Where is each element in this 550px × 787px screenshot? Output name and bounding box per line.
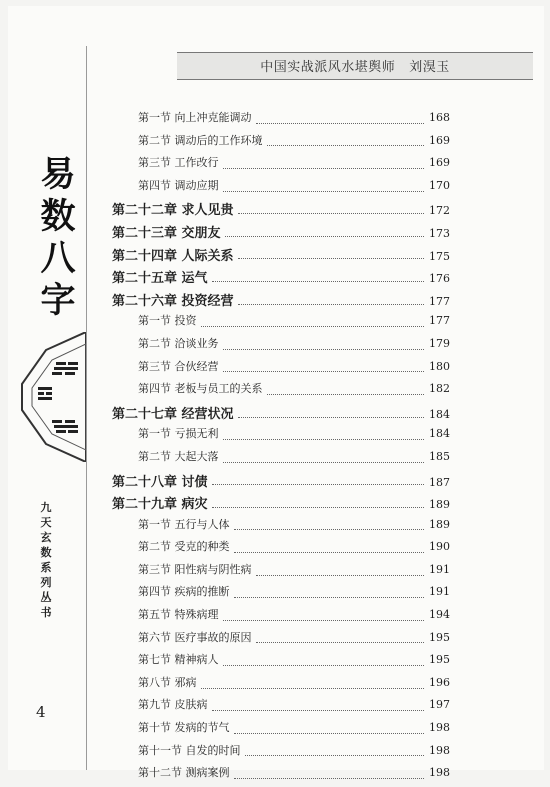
toc-section-entry	[112, 132, 450, 155]
toc-section-entry	[112, 538, 450, 561]
margin-rule	[86, 46, 87, 770]
toc-chapter-entry	[112, 245, 450, 268]
toc-entry-page: 170	[429, 178, 450, 192]
dot-leader	[223, 620, 425, 621]
toc-entry-title: 第三节 合伙经营	[138, 359, 219, 373]
toc-entry-title: 第八节 邪病	[138, 675, 197, 689]
toc-entry-page: 176	[429, 272, 450, 286]
toc-entry-page: 190	[429, 540, 450, 554]
dot-leader	[223, 371, 425, 372]
toc-section-entry	[112, 742, 450, 765]
toc-chapter-entry	[112, 290, 450, 313]
dot-leader	[225, 236, 424, 237]
toc-entry-page: 177	[429, 314, 450, 328]
toc-entry-page: 195	[429, 630, 450, 644]
toc-entry-title: 第二十九章 病灾	[112, 497, 208, 513]
toc-entry-title: 第九节 皮肤病	[138, 698, 208, 712]
toc-section-entry	[112, 516, 450, 539]
toc-section-entry	[112, 606, 450, 629]
dot-leader	[212, 281, 424, 282]
dot-leader	[256, 642, 425, 643]
toc-entry-title: 第五节 特殊病理	[138, 608, 219, 622]
toc-entry-title: 第四节 疾病的推断	[138, 585, 230, 599]
dot-leader	[267, 394, 425, 395]
toc-entry-page: 180	[429, 359, 450, 373]
toc-entry-title: 第十一节 自发的时间	[138, 743, 241, 757]
toc-entry-title: 第二十三章 交朋友	[112, 225, 221, 241]
toc-chapter-entry	[112, 403, 450, 426]
toc-entry-page: 198	[429, 743, 450, 757]
toc-section-entry	[112, 154, 450, 177]
book-title-char: 数	[40, 196, 76, 237]
toc-entry-page: 169	[429, 156, 450, 170]
dot-leader	[234, 552, 425, 553]
toc-entry-title: 第二节 洽谈业务	[138, 336, 219, 350]
dot-leader	[223, 349, 425, 350]
toc-entry-title: 第一节 投资	[138, 314, 197, 328]
toc-entry-page: 194	[429, 608, 450, 622]
toc-entry-page: 191	[429, 585, 450, 599]
toc-entry-title: 第二十四章 人际关系	[112, 248, 234, 264]
toc-section-entry	[112, 312, 450, 335]
dot-leader	[234, 597, 425, 598]
toc-section-entry	[112, 696, 450, 719]
toc-chapter-entry	[112, 493, 450, 516]
toc-section-entry	[112, 629, 450, 652]
dot-leader	[212, 484, 424, 485]
toc-section-entry	[112, 425, 450, 448]
series-char: 丛	[40, 591, 52, 604]
toc-entry-title: 第二节 大起大落	[138, 449, 219, 463]
dot-leader	[223, 168, 425, 169]
toc-section-entry	[112, 561, 450, 584]
toc-entry-page: 196	[429, 675, 450, 689]
toc-section-entry	[112, 380, 450, 403]
series-char: 玄	[40, 531, 52, 544]
page-number: 4	[36, 703, 46, 721]
toc-entry-page: 189	[429, 517, 450, 531]
bagua-trigram-icon	[16, 332, 86, 462]
dot-leader	[238, 213, 424, 214]
toc-entry-page: 172	[429, 204, 450, 218]
toc-entry-page: 198	[429, 766, 450, 780]
toc-entry-title: 第二十七章 经营状况	[112, 406, 234, 422]
toc-entry-title: 第三节 工作改行	[138, 156, 219, 170]
toc-section-entry	[112, 719, 450, 742]
dot-leader	[238, 417, 424, 418]
toc-entry-title: 第二节 调动后的工作环境	[138, 133, 263, 147]
book-page	[8, 6, 544, 780]
toc-entry-title: 第二十六章 投资经营	[112, 293, 234, 309]
toc-entry-title: 第一节 五行与人体	[138, 517, 230, 531]
toc-section-entry	[112, 674, 450, 697]
toc-section-entry	[112, 448, 450, 471]
series-char: 列	[40, 576, 52, 589]
toc-entry-page: 197	[429, 698, 450, 712]
toc-entry-page: 184	[429, 427, 450, 441]
toc-section-entry	[112, 177, 450, 200]
dot-leader	[212, 710, 425, 711]
toc-entry-title: 第一节 亏损无利	[138, 427, 219, 441]
toc-entry-page: 179	[429, 336, 450, 350]
toc-entry-title: 第十节 发病的节气	[138, 721, 230, 735]
dot-leader	[223, 191, 425, 192]
toc-section-entry	[112, 651, 450, 674]
book-title-char: 字	[40, 280, 76, 321]
toc-entry-page: 184	[429, 407, 450, 421]
header-title: 中国实战派风水堪舆师	[260, 60, 396, 75]
toc-entry-page: 168	[429, 111, 450, 124]
dot-leader	[223, 665, 425, 666]
running-header	[177, 56, 533, 75]
toc-section-entry	[112, 109, 450, 132]
toc-entry-page: 182	[429, 382, 450, 396]
series-char: 天	[40, 516, 52, 529]
toc-entry-page: 198	[429, 721, 450, 735]
dot-leader	[223, 462, 425, 463]
book-title-vertical	[38, 154, 78, 322]
dot-leader	[223, 439, 425, 440]
toc-chapter-entry	[112, 471, 450, 494]
toc-entry-page: 175	[429, 249, 450, 263]
toc-entry-title: 第二十二章 求人见贵	[112, 203, 234, 219]
dot-leader	[234, 778, 425, 779]
book-title-char: 八	[40, 238, 76, 279]
dot-leader	[267, 145, 425, 146]
toc-chapter-entry	[112, 267, 450, 290]
dot-leader	[234, 733, 425, 734]
toc-chapter-entry	[112, 222, 450, 245]
toc-entry-title: 第二十五章 运气	[112, 271, 208, 287]
toc-chapter-entry	[112, 199, 450, 222]
toc-entry-page: 195	[429, 653, 450, 667]
toc-entry-page: 189	[429, 498, 450, 512]
toc-entry-title: 第二十八章 讨债	[112, 474, 208, 490]
series-char: 九	[40, 501, 52, 514]
series-char: 书	[40, 606, 52, 619]
toc-entry-title: 第三节 阳性病与阴性病	[138, 562, 252, 576]
toc-entry-page: 185	[429, 449, 450, 463]
dot-leader	[201, 326, 425, 327]
toc-entry-page: 187	[429, 475, 450, 489]
header-author: 刘湨玉	[409, 60, 450, 75]
toc-section-entry	[112, 335, 450, 358]
toc-entry-title: 第四节 调动应期	[138, 178, 219, 192]
toc-entry-title: 第四节 老板与员工的关系	[138, 382, 263, 396]
series-title-vertical	[36, 500, 56, 620]
dot-leader	[201, 688, 425, 689]
toc-entry-page: 191	[429, 562, 450, 576]
dot-leader	[238, 258, 424, 259]
table-of-contents	[112, 109, 450, 787]
dot-leader	[212, 507, 424, 508]
series-char: 数	[40, 546, 52, 559]
dot-leader	[256, 123, 425, 124]
toc-entry-page: 169	[429, 133, 450, 147]
dot-leader	[234, 529, 425, 530]
toc-section-entry	[112, 358, 450, 381]
toc-entry-page: 177	[429, 294, 450, 308]
toc-entry-title: 第七节 精神病人	[138, 653, 219, 667]
toc-entry-title: 第一节 向上冲克能调动	[138, 111, 252, 124]
dot-leader	[238, 304, 424, 305]
toc-entry-page: 173	[429, 226, 450, 240]
book-title-char: 易	[40, 154, 76, 195]
dot-leader	[245, 755, 425, 756]
dot-leader	[256, 575, 425, 576]
series-char: 系	[40, 561, 52, 574]
toc-entry-title: 第二节 受克的种类	[138, 540, 230, 554]
toc-entry-title: 第六节 医疗事故的原因	[138, 630, 252, 644]
toc-section-entry	[112, 583, 450, 606]
toc-entry-title: 第十二节 测病案例	[138, 766, 230, 780]
